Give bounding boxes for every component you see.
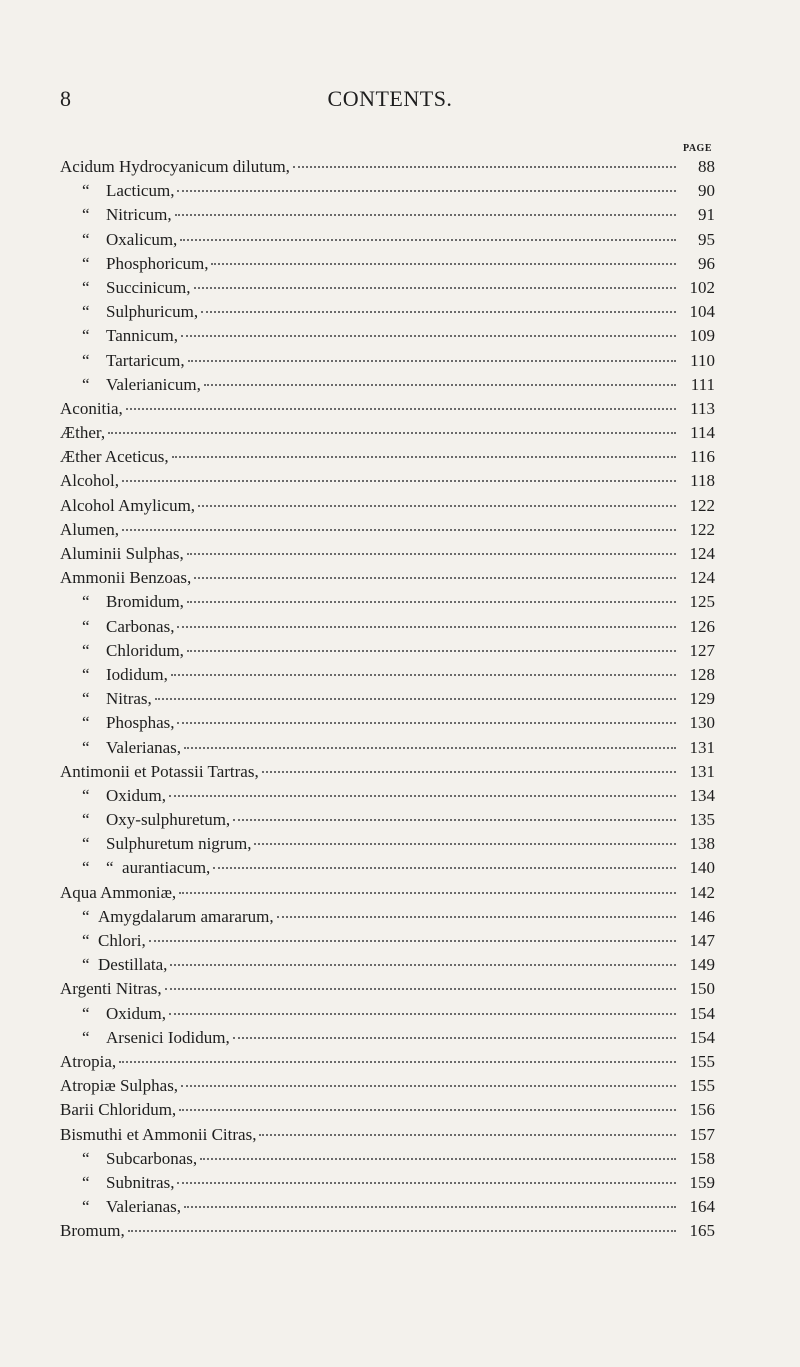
toc-entry-page: 147: [689, 931, 715, 950]
toc-entry-page: 142: [689, 882, 715, 902]
toc-entry-text: Oxy-sulphuretum,: [106, 810, 231, 830]
page-number: 8: [60, 86, 71, 111]
toc-entry: [60, 445, 715, 469]
toc-entry: [60, 155, 715, 179]
toc-entry: [60, 373, 715, 397]
toc-entry-title: [60, 1147, 197, 1171]
toc-entry: [60, 228, 715, 252]
toc-entry-title: [60, 542, 184, 566]
toc-entry-page: 125: [689, 592, 715, 612]
toc-entry-title: [60, 155, 290, 179]
ditto-mark: “: [82, 834, 90, 854]
ditto-mark: “: [82, 1172, 90, 1192]
toc-entry: [60, 1050, 715, 1074]
toc-entry-page: 159: [689, 1172, 715, 1192]
toc-entry-text: Valerianas,: [106, 737, 182, 757]
ditto-mark: “: [82, 326, 90, 346]
leader-dots: [293, 166, 676, 168]
toc-entry: [60, 203, 715, 227]
toc-entry-text: Ammonii Benzoas,: [60, 568, 192, 588]
leader-dots: [180, 239, 676, 241]
leader-dots: [213, 867, 676, 869]
toc-entry-text: Phosphas,: [106, 713, 175, 733]
toc-entry-page: 155: [689, 1051, 715, 1071]
toc-entry-text: Oxidum,: [106, 785, 166, 805]
leader-dots: [169, 1013, 676, 1015]
toc-entry: [60, 953, 715, 977]
toc-entry: [60, 1195, 715, 1219]
toc-entry-text: “ aurantiacum,: [106, 858, 211, 878]
toc-entry-text: Æther Aceticus,: [60, 447, 169, 467]
toc-entry: [60, 760, 715, 784]
leader-dots: [169, 795, 676, 797]
toc-entry-title: [60, 276, 191, 300]
toc-entry-page: 104: [689, 302, 715, 322]
toc-entry-title: [60, 1050, 116, 1074]
toc-entry-page: 134: [689, 785, 715, 805]
leader-dots: [194, 577, 676, 579]
toc-entry-page: 129: [689, 689, 715, 709]
page-title: CONTENTS.: [327, 86, 453, 111]
toc-entry: [60, 663, 715, 687]
toc-entry-title: [60, 445, 169, 469]
toc-entry-title: [60, 615, 174, 639]
ditto-mark: “: [82, 955, 90, 975]
toc-entry: [60, 977, 715, 1001]
toc-entry-title: [60, 639, 184, 663]
toc-entry-text: Aluminii Sulphas,: [60, 544, 184, 563]
toc-entry: [60, 1219, 715, 1243]
leader-dots: [155, 698, 676, 700]
toc-entry-title: [60, 518, 119, 542]
toc-entry-text: Tartaricum,: [106, 350, 185, 370]
leader-dots: [259, 1134, 676, 1136]
toc-entry-page: 150: [689, 979, 715, 999]
toc-entry-title: [60, 1219, 125, 1243]
toc-entry: [60, 1098, 715, 1122]
toc-entry-page: 96: [698, 253, 715, 273]
page-header: [60, 86, 720, 116]
toc-entry-page: 114: [690, 423, 715, 443]
toc-entry-page: 88: [698, 157, 715, 176]
leader-dots: [201, 311, 676, 313]
toc-entry-text: Lacticum,: [106, 181, 175, 201]
leader-dots: [233, 819, 676, 821]
leader-dots: [119, 1061, 676, 1063]
toc-entry: [60, 1074, 715, 1098]
toc-entry-page: 140: [689, 858, 715, 878]
toc-entry-title: [60, 228, 177, 252]
toc-entry-title: [60, 977, 162, 1001]
leader-dots: [187, 553, 676, 555]
leader-dots: [188, 360, 676, 362]
toc-entry-page: 111: [690, 374, 715, 394]
toc-entry-page: 116: [690, 447, 715, 467]
ditto-mark: “: [82, 277, 90, 297]
toc-entry-text: Valerianas,: [106, 1197, 182, 1217]
toc-entry-page: 154: [689, 1027, 715, 1047]
toc-entry-page: 95: [698, 229, 715, 249]
toc-entry-title: [60, 300, 198, 324]
leader-dots: [184, 747, 676, 749]
leader-dots: [254, 843, 676, 845]
ditto-mark: “: [82, 640, 90, 660]
toc-entry-page: 118: [690, 471, 715, 491]
toc-entry-page: 124: [689, 568, 715, 588]
toc-entry-page: 131: [689, 761, 715, 781]
toc-entry-page: 128: [689, 664, 715, 684]
ditto-mark: “: [82, 737, 90, 757]
leader-dots: [211, 263, 676, 265]
toc-entry: [60, 324, 715, 348]
toc-entry: [60, 1171, 715, 1195]
toc-entry-text: Carbonas,: [106, 616, 175, 636]
toc-entry: [60, 421, 715, 445]
leader-dots: [170, 964, 676, 966]
toc-entry-title: [60, 711, 174, 735]
toc-entry-page: 146: [689, 906, 715, 926]
toc-entry-title: [60, 1171, 174, 1195]
toc-entry-title: [60, 179, 174, 203]
toc-entry-page: 154: [689, 1003, 715, 1023]
ditto-mark: “: [82, 713, 90, 733]
toc-entry: [60, 349, 715, 373]
toc-entry-text: Bismuthi et Ammonii Citras,: [60, 1124, 257, 1144]
toc-entry-page: 149: [689, 955, 715, 975]
toc-entry-text: Aqua Ammoniæ,: [60, 882, 177, 902]
ditto-mark: “: [82, 1197, 90, 1217]
toc-entry-text: Oxidum,: [106, 1003, 166, 1023]
toc-entry-text: Amygdalarum amararum,: [98, 906, 274, 926]
toc-entry: [60, 711, 715, 735]
toc-entry: [60, 276, 715, 300]
toc-entry-page: 102: [689, 277, 715, 297]
toc-entry-text: Chloridum,: [106, 640, 184, 660]
ditto-mark: “: [82, 592, 90, 612]
toc-entry-title: [60, 252, 208, 276]
toc-entry-page: 110: [690, 350, 715, 370]
toc-entry-title: [60, 953, 167, 977]
ditto-mark: “: [82, 858, 90, 878]
toc-entry-title: [60, 687, 152, 711]
toc-entry-title: [60, 1123, 256, 1147]
toc-entry-title: [60, 929, 146, 953]
leader-dots: [204, 384, 676, 386]
toc-entry-text: Alumen,: [60, 519, 120, 539]
toc-entry-page: 124: [689, 544, 715, 563]
ditto-mark: “: [82, 689, 90, 709]
ditto-mark: “: [82, 906, 90, 926]
leader-dots: [187, 650, 676, 652]
toc-entry-page: 113: [690, 398, 715, 418]
toc-entry-page: 109: [689, 326, 715, 346]
leader-dots: [122, 480, 676, 482]
toc-entry-text: Acidum Hydrocyanicum dilutum,: [60, 157, 290, 176]
toc-entry-page: 122: [689, 495, 715, 515]
toc-entry: [60, 1147, 715, 1171]
ditto-mark: “: [82, 302, 90, 322]
toc-entry-page: 156: [689, 1100, 715, 1120]
toc-entry-page: 90: [698, 181, 715, 201]
toc-entry-text: Aconitia,: [60, 398, 123, 418]
toc-entry-title: [60, 373, 201, 397]
toc-entry-text: Alcohol Amylicum,: [60, 495, 196, 515]
ditto-mark: “: [82, 253, 90, 273]
toc-entry-title: [60, 808, 230, 832]
toc-entry: [60, 832, 715, 856]
toc-entry-title: [60, 590, 184, 614]
ditto-mark: “: [82, 1027, 90, 1047]
toc-entry-text: Sulphuricum,: [106, 302, 199, 322]
ditto-mark: “: [82, 1148, 90, 1168]
toc-entry-page: 126: [689, 616, 715, 636]
toc-entry-title: [60, 784, 166, 808]
toc-entry-title: [60, 832, 251, 856]
toc-entry: [60, 881, 715, 905]
leader-dots: [233, 1037, 676, 1039]
toc-entry-text: Arsenici Iodidum,: [106, 1027, 230, 1047]
toc-entry-title: [60, 905, 274, 929]
ditto-mark: “: [82, 664, 90, 684]
toc-entry: [60, 590, 715, 614]
toc-entry-text: Bromidum,: [106, 592, 184, 612]
page-column-label: PAGE: [682, 143, 712, 154]
toc-entry-title: [60, 760, 259, 784]
leader-dots: [179, 1109, 676, 1111]
toc-entry: [60, 808, 715, 832]
ditto-mark: “: [82, 931, 90, 950]
ditto-mark: “: [82, 205, 90, 225]
toc-entry-title: [60, 349, 185, 373]
leader-dots: [187, 601, 676, 603]
leader-dots: [122, 529, 676, 531]
toc-entry-title: [60, 324, 178, 348]
toc-entry-text: Phosphoricum,: [106, 253, 209, 273]
toc-entry-text: Sulphuretum nigrum,: [106, 834, 252, 854]
toc-entry: [60, 929, 715, 953]
toc-entry: [60, 1026, 715, 1050]
leader-dots: [175, 214, 676, 216]
toc-entry: [60, 615, 715, 639]
ditto-mark: “: [82, 1003, 90, 1023]
toc-entry-text: Iodidum,: [106, 664, 168, 684]
toc-entry: [60, 397, 715, 421]
toc-entry-text: Argenti Nitras,: [60, 979, 162, 999]
toc-entry-page: 158: [689, 1148, 715, 1168]
leader-dots: [181, 1085, 676, 1087]
toc-entry: [60, 856, 715, 880]
toc-entry-text: Chlori,: [98, 931, 146, 950]
leader-dots: [179, 892, 676, 894]
ditto-mark: “: [82, 810, 90, 830]
leader-dots: [200, 1158, 676, 1160]
toc-entry: [60, 300, 715, 324]
toc-entry-title: [60, 203, 172, 227]
toc-entry: [60, 639, 715, 663]
leader-dots: [149, 940, 676, 942]
ditto-mark: “: [82, 229, 90, 249]
toc-entry-text: Antimonii et Potassii Tartras,: [60, 761, 259, 781]
ditto-mark: “: [82, 181, 90, 201]
toc-entry-text: Atropia,: [60, 1051, 117, 1071]
leader-dots: [172, 456, 676, 458]
toc-entry-text: Alcohol,: [60, 471, 120, 491]
ditto-mark: “: [82, 350, 90, 370]
toc-entry: [60, 1002, 715, 1026]
toc-entry: [60, 1123, 715, 1147]
toc-entry-page: 131: [689, 737, 715, 757]
toc-entry: [60, 736, 715, 760]
leader-dots: [108, 432, 676, 434]
toc-entry-text: Atropiæ Sulphas,: [60, 1076, 179, 1096]
toc-entry-title: [60, 494, 195, 518]
toc-entry-text: Subcarbonas,: [106, 1148, 198, 1168]
toc-entry-page: 157: [689, 1124, 715, 1144]
toc-entry-title: [60, 856, 210, 880]
toc-entry: [60, 252, 715, 276]
leader-dots: [177, 190, 676, 192]
toc-entry: [60, 566, 715, 590]
toc-entry-page: 138: [689, 834, 715, 854]
leader-dots: [165, 988, 676, 990]
ditto-mark: “: [82, 785, 90, 805]
leader-dots: [177, 626, 676, 628]
toc-entry: [60, 905, 715, 929]
leader-dots: [262, 771, 676, 773]
toc-entry-page: 135: [689, 810, 715, 830]
toc-entry: [60, 542, 715, 566]
toc-entry-text: Bromum,: [60, 1221, 125, 1241]
toc-entry-text: Nitras,: [106, 689, 152, 709]
leader-dots: [181, 335, 676, 337]
toc-entry-title: [60, 1026, 230, 1050]
toc-entry-text: Oxalicum,: [106, 229, 178, 249]
toc-entry-page: 130: [689, 713, 715, 733]
toc-entry-title: [60, 1002, 166, 1026]
toc-entry-page: 127: [689, 640, 715, 660]
leader-dots: [194, 287, 676, 289]
toc-entry-text: Tannicum,: [106, 326, 178, 346]
toc-entry-text: Barii Chloridum,: [60, 1100, 177, 1120]
toc-entry-title: [60, 1074, 178, 1098]
toc-entry-page: 122: [689, 519, 715, 539]
ditto-mark: “: [82, 616, 90, 636]
leader-dots: [277, 916, 676, 918]
leader-dots: [177, 1182, 676, 1184]
toc-entry: [60, 784, 715, 808]
toc-entry-text: Valerianicum,: [106, 374, 201, 394]
leader-dots: [128, 1230, 676, 1232]
toc-entry-title: [60, 736, 181, 760]
toc-entry-title: [60, 881, 176, 905]
toc-entry-text: Destillata,: [98, 955, 168, 975]
table-of-contents: [60, 155, 715, 1243]
toc-entry-title: [60, 469, 119, 493]
toc-entry-title: [60, 1098, 176, 1122]
toc-entry: [60, 494, 715, 518]
toc-entry-page: 155: [689, 1076, 715, 1096]
ditto-mark: “: [82, 374, 90, 394]
leader-dots: [198, 505, 676, 507]
toc-entry-title: [60, 397, 123, 421]
toc-entry: [60, 179, 715, 203]
toc-entry-text: Succinicum,: [106, 277, 191, 297]
toc-entry-page: 91: [698, 205, 715, 225]
toc-entry-text: Æther,: [60, 423, 106, 443]
toc-entry-text: Subnitras,: [106, 1172, 175, 1192]
leader-dots: [171, 674, 676, 676]
leader-dots: [126, 408, 676, 410]
toc-entry: [60, 469, 715, 493]
toc-entry-title: [60, 566, 191, 590]
toc-entry-title: [60, 421, 105, 445]
toc-entry-title: [60, 663, 168, 687]
toc-entry: [60, 518, 715, 542]
toc-entry-page: 164: [689, 1197, 715, 1217]
leader-dots: [177, 722, 676, 724]
toc-entry-text: Nitricum,: [106, 205, 172, 225]
leader-dots: [184, 1206, 676, 1208]
toc-entry-title: [60, 1195, 181, 1219]
toc-entry: [60, 687, 715, 711]
toc-entry-page: 165: [689, 1221, 715, 1241]
